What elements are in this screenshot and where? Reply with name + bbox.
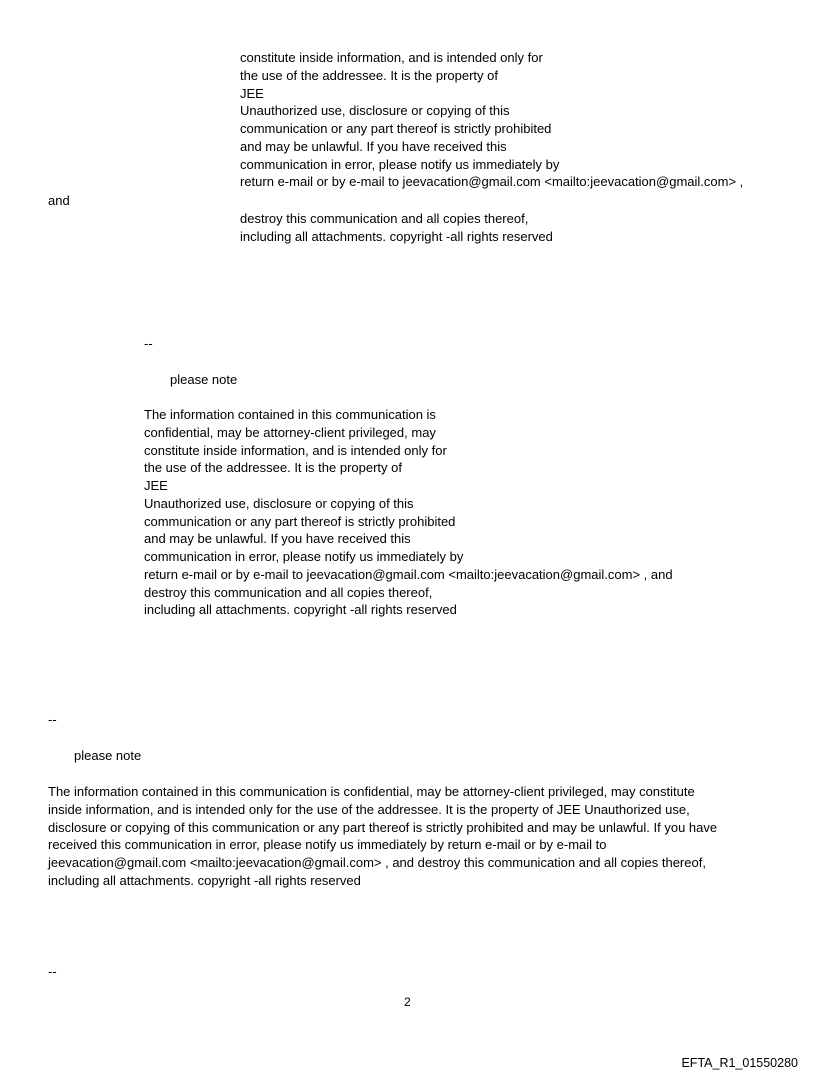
- text-line: and may be unlawful. If you have received this: [144, 531, 411, 547]
- text-line: The information contained in this communication is confidential, may be attorney-client privileged, may constitute: [48, 784, 695, 799]
- signature-separator: --: [144, 336, 153, 351]
- signature-separator: --: [48, 712, 57, 727]
- text-line: disclosure or copying of this communication or any part thereof is strictly prohibited and may be unlawful. If you have: [48, 819, 718, 835]
- text-line: communication or any part thereof is strictly prohibited: [240, 121, 552, 136]
- text-line: communication or any part thereof is strictly prohibited: [144, 513, 456, 529]
- document-id: EFTA_R1_01550280: [681, 1056, 798, 1070]
- quoted-block-level2: [240, 49, 743, 191]
- page-number: 2: [404, 995, 411, 1009]
- text-line: received this communication in error, please notify us immediately by return e-mail or by e-mail to: [48, 837, 607, 853]
- quoted-block-level2-tail: [240, 210, 553, 246]
- text-line: JEE: [240, 85, 264, 101]
- text-line: communication in error, please notify us immediately by: [144, 549, 464, 564]
- text-line: return e-mail or by e-mail to jeevacation@gmail.com <mailto:jeevacation@gmail.com> ,: [240, 174, 744, 190]
- text-line: inside information, and is intended only for the use of the addressee. It is the property of JEE Unauthorized use,: [48, 801, 690, 817]
- text-line: return e-mail or by e-mail to jeevacation@gmail.com <mailto:jeevacation@gmail.com> , and: [144, 566, 673, 582]
- text-line: confidential, may be attorney-client privileged, may: [144, 424, 436, 440]
- text-line: jeevacation@gmail.com <mailto:jeevacation@gmail.com> , and destroy this communication and all copies thereof,: [48, 855, 706, 870]
- text-line: and may be unlawful. If you have received this: [240, 138, 507, 154]
- text-line: including all attachments. copyright -all rights reserved: [240, 228, 553, 244]
- note-label: please note: [170, 372, 238, 387]
- end-separator: --: [48, 964, 57, 979]
- text-line: Unauthorized use, disclosure or copying of this: [240, 103, 510, 119]
- text-line: JEE: [144, 478, 168, 493]
- note-label: please note: [74, 748, 142, 763]
- text-line: destroy this communication and all copies thereof,: [144, 584, 433, 600]
- text-line: constitute inside information, and is intended only for: [144, 442, 447, 458]
- text-line: the use of the addressee. It is the property of: [144, 460, 402, 476]
- text-line: communication in error, please notify us immediately by: [240, 156, 560, 172]
- text-line: The information contained in this communication is: [144, 407, 436, 422]
- text-line: the use of the addressee. It is the property of: [240, 67, 498, 83]
- wrapped-word: and: [48, 193, 70, 208]
- text-line: including all attachments. copyright -all rights reserved: [144, 602, 457, 618]
- text-line: including all attachments. copyright -all rights reserved: [48, 872, 361, 888]
- quoted-block-level1: [144, 406, 673, 619]
- text-line: destroy this communication and all copies thereof,: [240, 211, 529, 226]
- text-line: Unauthorized use, disclosure or copying of this: [144, 495, 414, 511]
- disclaimer-paragraph: [48, 783, 717, 890]
- text-line: constitute inside information, and is intended only for: [240, 50, 543, 65]
